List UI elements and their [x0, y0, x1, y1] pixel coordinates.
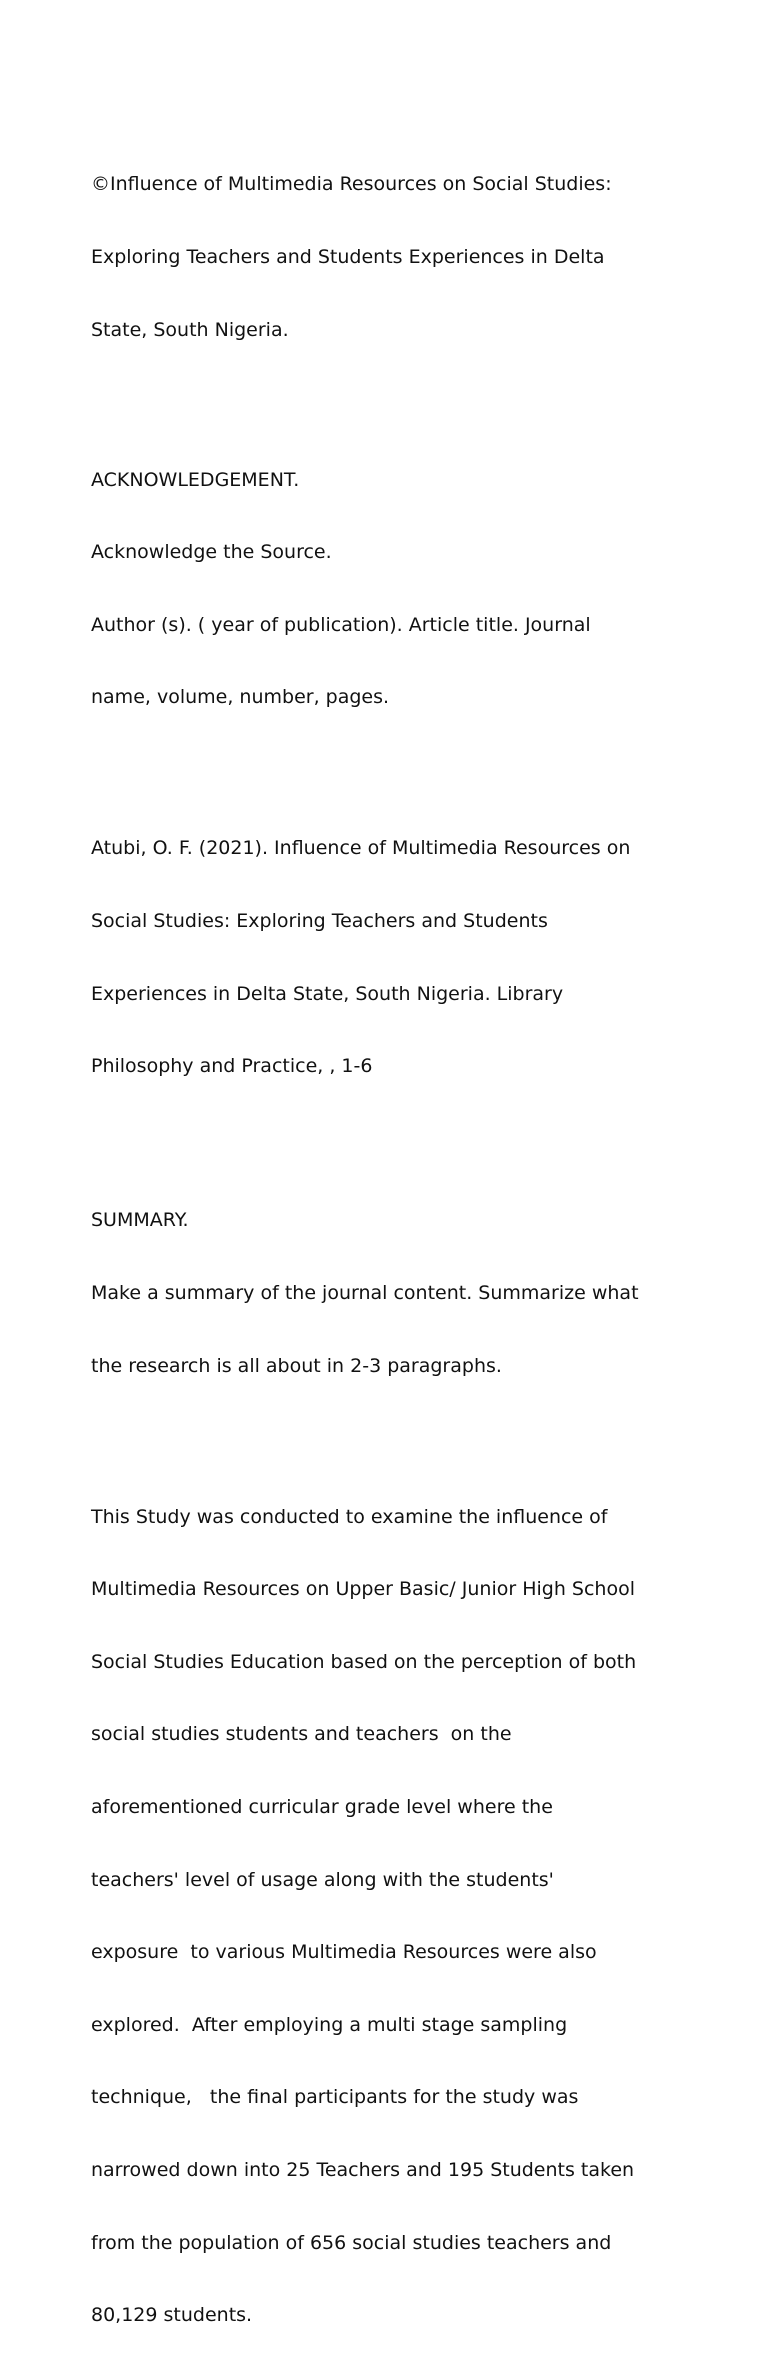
- document-title: [91, 124, 691, 390]
- summary-body-paragraph: [91, 1456, 691, 2376]
- title-line: State, South Nigeria.: [91, 318, 289, 341]
- body-line: explored. After employing a multi stage sampling: [91, 2013, 568, 2036]
- acknowledgement-line: Acknowledge the Source.: [91, 541, 332, 564]
- title-line: ©Influence of Multimedia Resources on Social Studies:: [91, 173, 612, 196]
- body-line: aforementioned curricular grade level where the: [91, 1796, 553, 1818]
- citation-line: Atubi, O. F. (2021). Influence of Multimedia Resources on: [91, 837, 631, 860]
- body-line: Social Studies Education based on the perception of both: [91, 1650, 637, 1673]
- body-line: teachers' level of usage along with the students': [91, 1868, 554, 1891]
- citation-line: Social Studies: Exploring Teachers and Students: [91, 910, 548, 933]
- summary-heading: SUMMARY.: [91, 1209, 189, 1232]
- summary-section: [91, 1160, 691, 1426]
- summary-line: Make a summary of the journal content. Summarize what: [91, 1281, 639, 1304]
- body-line: narrowed down into 25 Teachers and 195 Students taken: [91, 2159, 635, 2182]
- body-line: social studies students and teachers on the: [91, 1723, 512, 1746]
- body-line: Multimedia Resources on Upper Basic/ Junior High School: [91, 1578, 635, 1601]
- title-line: Exploring Teachers and Students Experiences in Delta: [91, 246, 605, 269]
- summary-line: the research is all about in 2-3 paragraphs.: [91, 1354, 502, 1377]
- spacer: [91, 390, 691, 419]
- acknowledgement-section: [91, 419, 691, 758]
- citation-line: Experiences in Delta State, South Nigeria. Library: [91, 982, 564, 1005]
- acknowledgement-line: Author (s). ( year of publication). Article title. Journal: [91, 613, 591, 636]
- spacer: [91, 758, 691, 788]
- document-page: [91, 124, 691, 2376]
- body-line: This Study was conducted to examine the influence of: [91, 1505, 608, 1528]
- acknowledgement-heading: ACKNOWLEDGEMENT.: [91, 468, 300, 491]
- spacer: [91, 1127, 691, 1160]
- body-line: technique, the final participants for the study was: [91, 2086, 579, 2109]
- citation: [91, 788, 691, 1127]
- citation-line: Philosophy and Practice, , 1-6: [91, 1055, 373, 1078]
- spacer: [91, 1426, 691, 1456]
- body-line: from the population of 656 social studies teachers and: [91, 2231, 612, 2254]
- acknowledgement-line: name, volume, number, pages.: [91, 686, 390, 709]
- body-line: exposure to various Multimedia Resources were also: [91, 1941, 597, 1964]
- body-line: 80,129 students.: [91, 2304, 253, 2327]
